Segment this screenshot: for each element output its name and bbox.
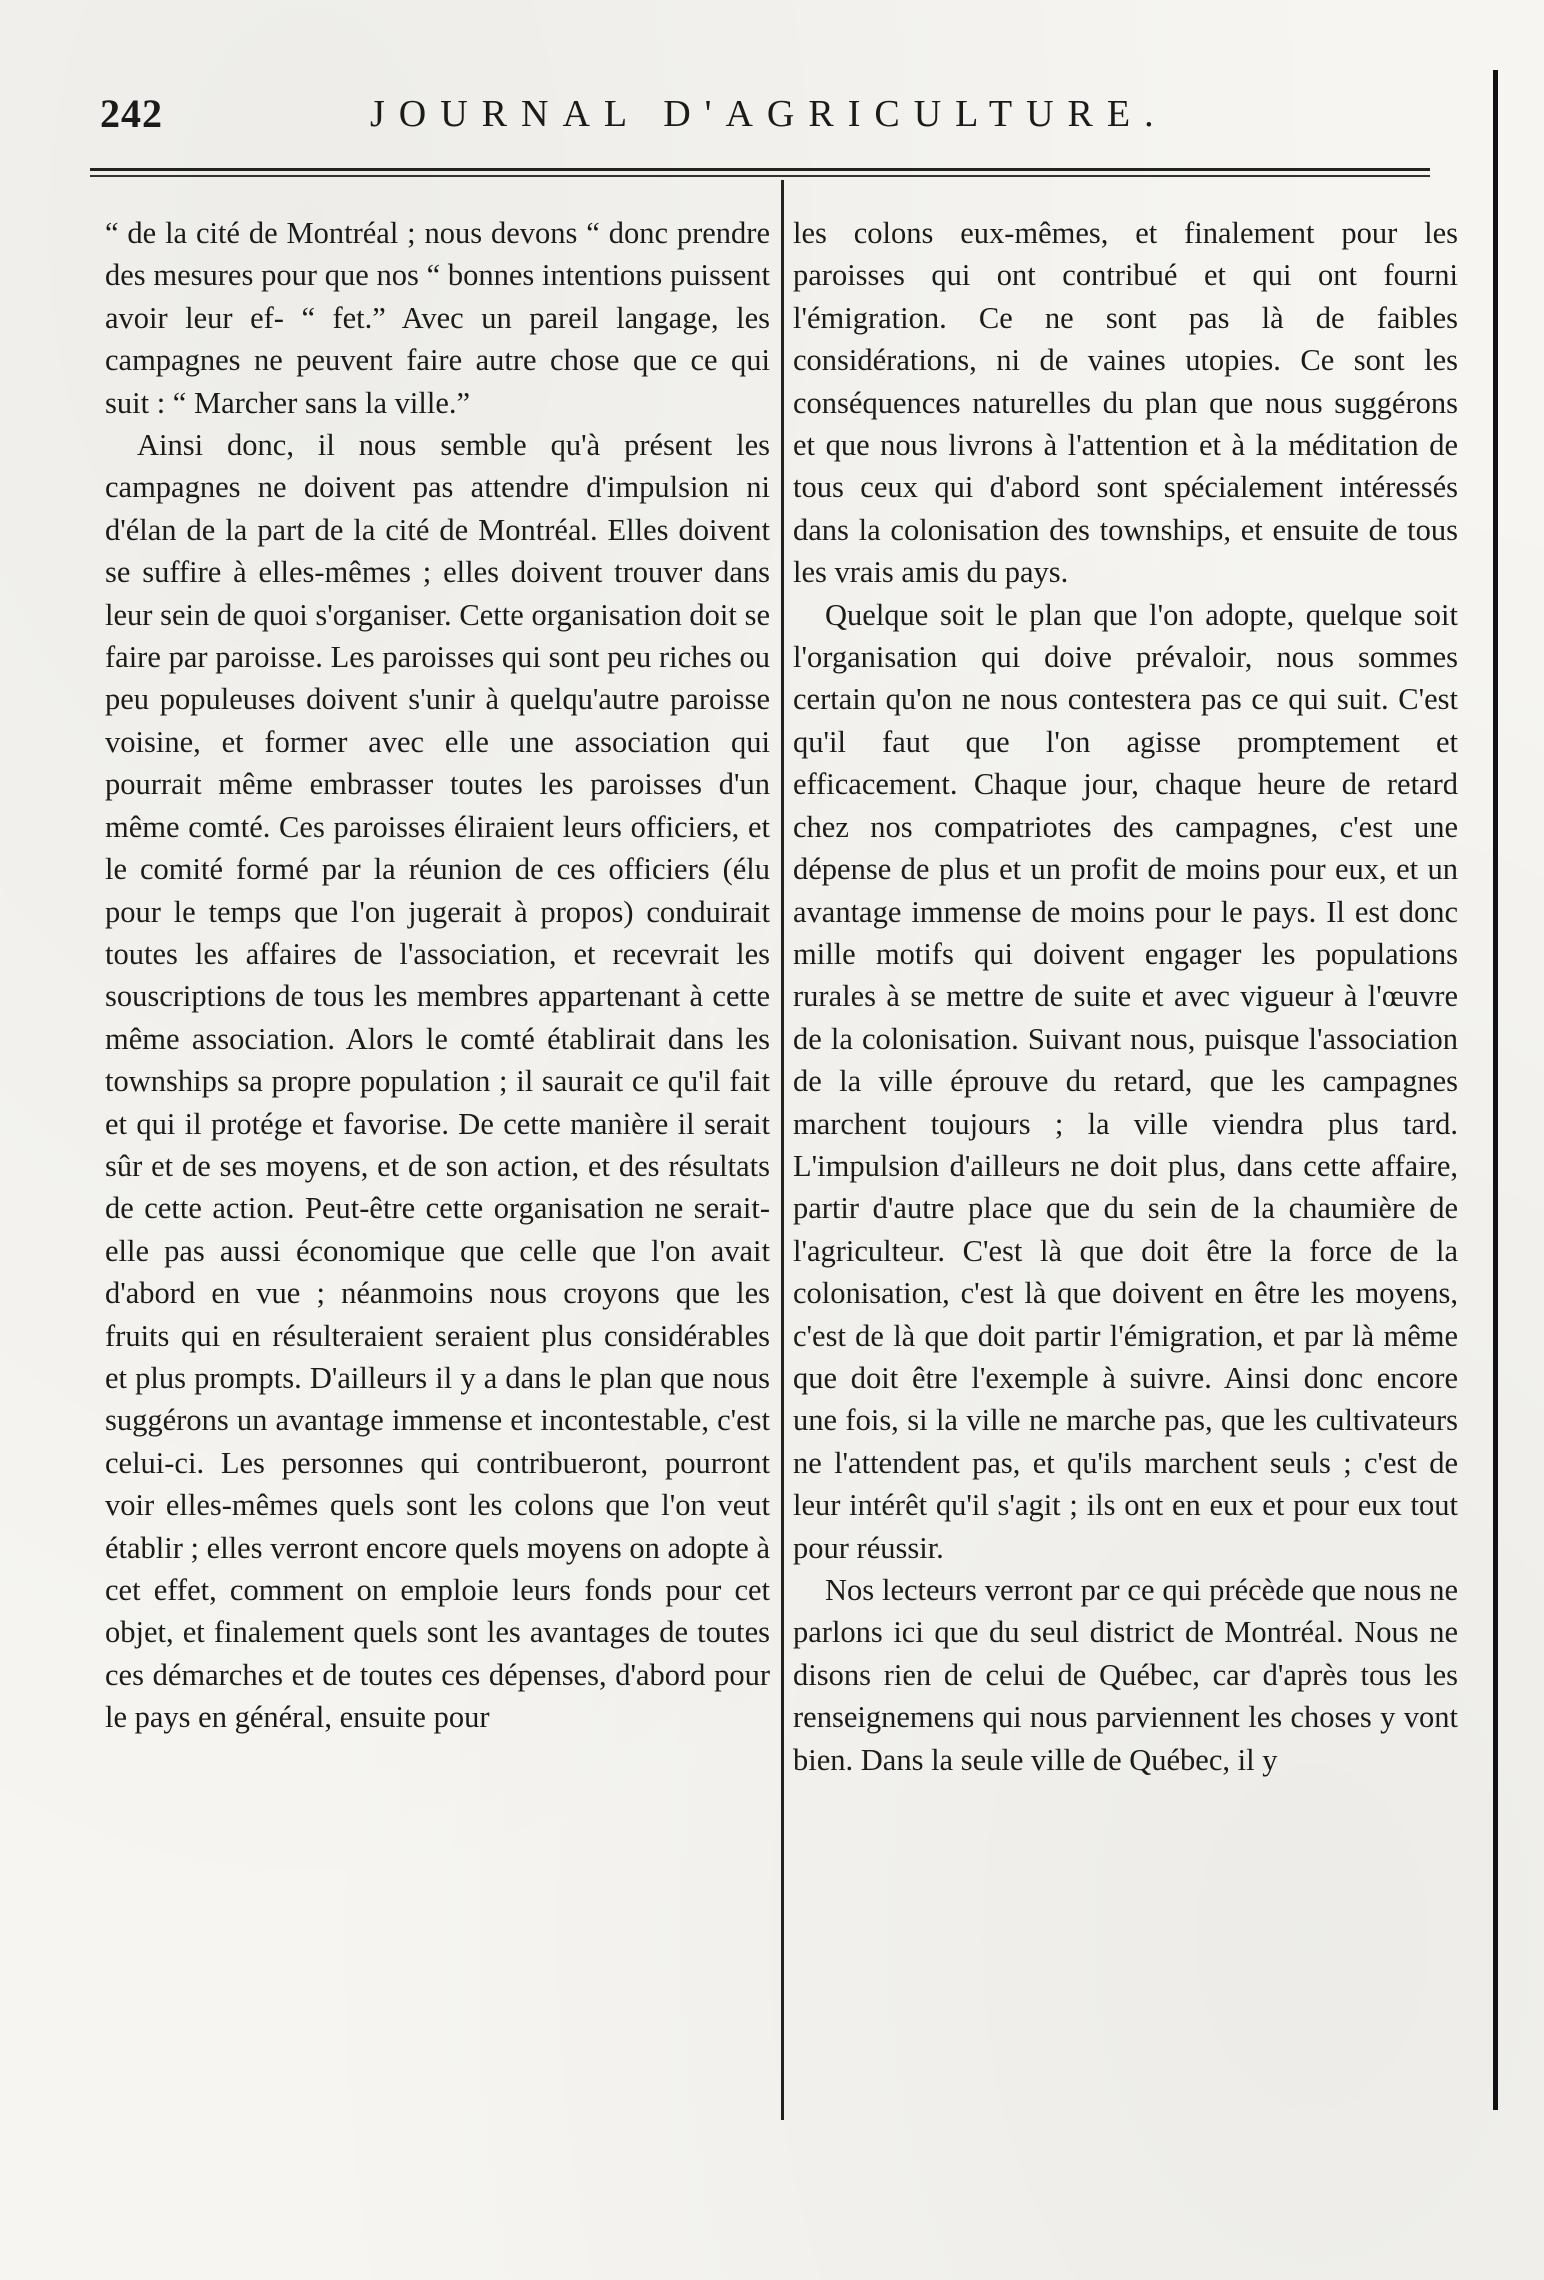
right-column (793, 212, 1458, 1781)
running-title: JOURNAL D'AGRICULTURE. (370, 93, 1168, 135)
paragraph: “ de la cité de Montréal ; nous devons “ donc prendre des mesures pour que nos “ bonnes intentions puissent avoir leur ef- “ fet.” Avec un pareil langage, les campagnes ne peuvent faire autre chose que ce qui suit : “ Marcher sans la ville.” (105, 216, 770, 420)
column-divider (781, 180, 784, 2120)
paragraph: Nos lecteurs verront par ce qui précède que nous ne parlons ici que du seul district de Montréal. Nous ne disons rien de celui de Québec, car d'après tous les renseignemens qui nous parviennent les choses y vont bien. Dans la seule ville de Québec, il y (793, 1573, 1458, 1777)
running-header (100, 82, 1430, 142)
page-number: 242 (100, 91, 163, 136)
paragraph: Ainsi donc, il nous semble qu'à présent les campagnes ne doivent pas attendre d'impulsion ni d'élan de la part de la cité de Montréal. Elles doivent se suffire à elles-mêmes ; elles doivent trouver dans leur sein de quoi s'organiser. Cette organisation doit se faire par paroisse. Les paroisses qui sont peu riches ou peu populeuses doivent s'unir à quelqu'autre paroisse voisine, et former avec elle une association qui pourrait même embrasser toutes les paroisses d'un même comté. Ces paroisses éliraient leurs officiers, et le comité formé par la réunion de ces officiers (élu pour le temps que l'on jugerait à propos) conduirait toutes les affaires de l'association, et recevrait les souscriptions de tous les membres appartenant à cette même association. Alors le comté établirait dans les townships sa propre population ; il saurait ce qu'il fait et qui il protége et favorise. De cette manière il serait sûr et de ses moyens, et de son action, et des résultats de cette action. Peut-être cette organisation ne serait-elle pas aussi économique que celle que l'on avait d'abord en vue ; néanmoins nous croyons que les fruits qui en résulteraient seraient plus considérables et plus prompts. D'ailleurs il y a dans le plan que nous suggérons un avantage immense et incontestable, c'est celui-ci. Les personnes qui contribueront, pourront voir elles-mêmes quels sont les colons que l'on veut établir ; elles verront encore quels moyens on adopte à cet effet, comment on emploie leurs fonds pour cet objet, et finalement quels sont les avantages de toutes ces démarches et de toutes ces dépenses, d'abord pour le pays en général, ensuite pour (105, 428, 770, 1735)
paragraph: Quelque soit le plan que l'on adopte, quelque soit l'organisation qui doive prévaloir, nous sommes certain qu'on ne nous contestera pas ce qui suit. C'est qu'il faut que l'on agisse promptement et efficacement. Chaque jour, chaque heure de retard chez nos compatriotes des campagnes, c'est une dépense de plus et un profit de moins pour eux, et un avantage immense de moins pour le pays. Il est donc mille motifs qui doivent engager les populations rurales à se mettre de suite et avec vigueur à l'œuvre de la colonisation. Suivant nous, puisque l'association de la ville éprouve du retard, que les campagnes marchent toujours ; la ville viendra plus tard. L'impulsion d'ailleurs ne doit plus, dans cette affaire, partir d'autre place que du sein de la chaumière de l'agriculteur. C'est là que doit être la force de la colonisation, c'est là que doivent en être les moyens, c'est de là que doit partir l'émigration, et par là même que doit être l'exemple à suivre. Ainsi donc encore une fois, si la ville ne marche pas, que les cultivateurs ne l'attendent pas, et qu'ils marchent seuls ; c'est de leur intérêt qu'il s'agit ; ils ont en eux et pour eux tout pour réussir. (793, 597, 1458, 1565)
binding-edge-rule (1493, 70, 1498, 2110)
paragraph: les colons eux-mêmes, et finalement pour les paroisses qui ont contribué et qui ont fourni l'émigration. Ce ne sont pas là de faibles considérations, ni de vaines utopies. Ce sont les conséquences naturelles du plan que nous suggérons et que nous livrons à l'attention et à la méditation de tous ceux qui d'abord sont spécialement intéressés dans la colonisation des townships, et ensuite de tous les vrais amis du pays. (793, 216, 1458, 590)
left-column (105, 212, 770, 1739)
header-rule (90, 168, 1430, 177)
